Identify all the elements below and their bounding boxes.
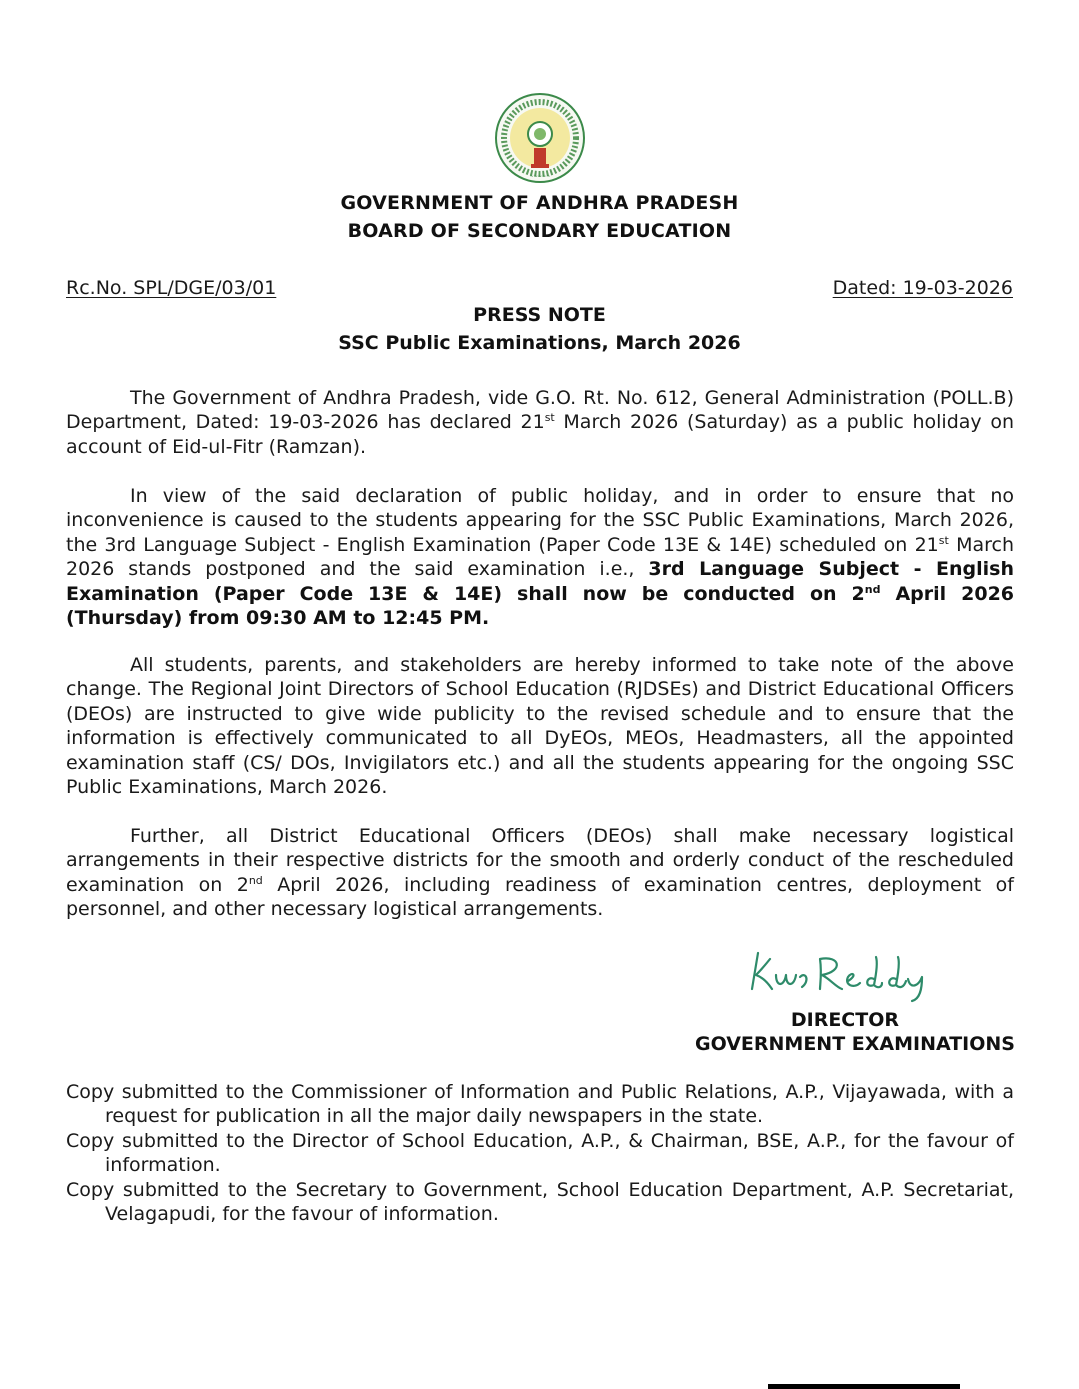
reference-number: Rc.No. SPL/DGE/03/01: [66, 277, 277, 299]
text: March 2026 stands postponed and the said examination i.e.,: [66, 533, 1014, 581]
copy-to-director: Copy submitted to the Director of School Education, A.P., & Chairman, BSE, A.P., for the favour of information.: [66, 1130, 1014, 1177]
copy-to-commissioner: Copy submitted to the Commissioner of Information and Public Relations, A.P., Vijayawada, with a request for publication in all the major daily newspapers in the state.: [66, 1081, 1014, 1128]
header-board: BOARD OF SECONDARY EDUCATION: [347, 220, 732, 242]
copy-to-secretary: Copy submitted to the Secretary to Government, School Education Department, A.P. Secretariat, Velagapudi, for the favour of information.: [66, 1179, 1014, 1226]
text: The Government of Andhra Pradesh, vide G.O. Rt. No. 612, General Administration (POLL.B) Department, Dated: 19-03-2026 has declared 21: [66, 387, 1014, 434]
paragraph-logistics: [66, 824, 1014, 922]
paragraph-holiday-declaration: [66, 386, 1014, 459]
bottom-edge-bar: [768, 1384, 960, 1389]
superscript: nd: [864, 582, 881, 596]
rescheduled-exam-time-bold: April 2026 (Thursday) from 09:30 AM to 12:45 PM.: [66, 582, 1015, 630]
text: Further, all District Educational Officers (DEOs) shall make necessary logistical arrangements in their respective districts for the smooth and orderly conduct of the rescheduled examination on 2: [66, 825, 1014, 896]
page-title: PRESS NOTE: [473, 304, 606, 326]
header-government: GOVERNMENT OF ANDHRA PRADESH: [340, 192, 739, 214]
rescheduled-exam-bold: 3rd Language Subject - English Examination (Paper Code 13E & 14E) shall now be conducted on 2: [66, 558, 1014, 605]
svg-text:~~~~~: ~~~~~: [529, 174, 551, 180]
text: April 2026, including readiness of examination centres, deployment of personnel, and other necessary logistical arrangements.: [66, 873, 1014, 921]
text: March 2026 (Saturday) as a public holiday on account of Eid-ul-Fitr (Ramzan).: [66, 411, 1014, 458]
page-subtitle: SSC Public Examinations, March 2026: [338, 332, 741, 354]
state-emblem-icon: [494, 92, 586, 184]
superscript: st: [938, 533, 949, 547]
signatory-designation: DIRECTOR: [790, 1009, 899, 1031]
paragraph-postponement: [66, 484, 1014, 630]
superscript: st: [544, 411, 555, 425]
text: In view of the said declaration of public holiday, and in order to ensure that no inconvenience is caused to the students appearing for the SSC Public Examinations, March 2026, the 3rd Language Subject - English Examination (Paper Code 13E & 14E) scheduled on 21: [66, 485, 1014, 556]
superscript: nd: [248, 873, 263, 887]
paragraph-stakeholders: All students, parents, and stakeholders are hereby informed to take note of the above change. The Regional Joint Directors of School Education (RJDSEs) and District Educational Officers (DEOs) are instructed to give wide publicity to the revised schedule and to ensure that the information is effectively communicated to all DyEOs, MEOs, Headmasters, all the appointed examination staff (CS/ DOs, Invigilators etc.) and all the students appearing for the ongoing SSC Public Examinations, March 2026.: [66, 654, 1014, 799]
signatory-department: GOVERNMENT EXAMINATIONS: [694, 1033, 1015, 1055]
signature-icon: [740, 945, 940, 1005]
reference-date: Dated: 19-03-2026: [832, 277, 1013, 299]
